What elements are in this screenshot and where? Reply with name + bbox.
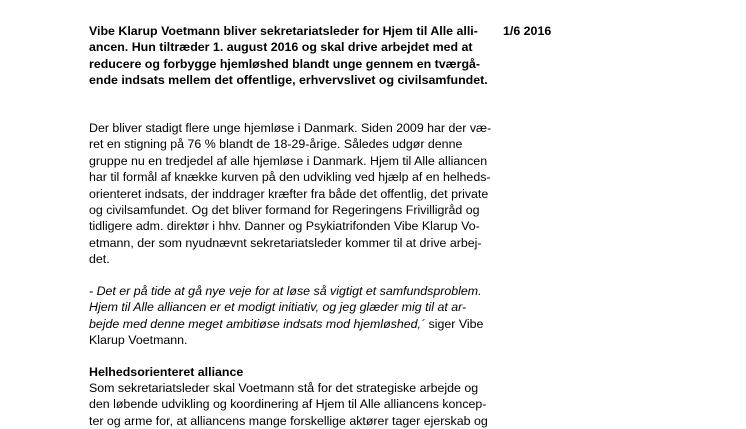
quote-attribution: siger Vibe — [425, 316, 484, 331]
text-line: ter og arme for, at alliancens mange forskellige aktører tager ejerskab og — [89, 413, 488, 428]
text-line: og civilsamfundet. Og det bliver formand for Regeringens Frivilligråd og — [89, 203, 480, 218]
text-line: etmann, der som nyudnævnt sekretariatsleder kommer til at drive arbej- — [89, 235, 482, 250]
lead-paragraph — [89, 23, 501, 89]
text-line: Der bliver stadigt flere unge hjemløse i Danmark. Siden 2009 har der væ- — [89, 121, 492, 135]
quote-line: Hjem til Alle alliancen er et modigt initiativ, og jeg glæder mig til at ar- — [89, 300, 467, 315]
text-line: gruppe nu en tredjedel af alle hjemløse i Danmark. Hjem til Alle alliancen — [89, 153, 488, 168]
quote-attribution-end: Klarup Voetmann. — [89, 333, 188, 348]
text-line: tidligere adm. direktør i hhv. Danner og Psykiatrifonden Vibe Klarup Vo- — [89, 219, 480, 234]
body-paragraph-3 — [89, 380, 501, 429]
lead-line: Vibe Klarup Voetmann bliver sekretariatsleder for Hjem til Alle alli- — [89, 24, 478, 38]
section-heading: Helhedsorienteret alliance — [89, 365, 244, 379]
publication-date: 1/6 2016 — [503, 24, 552, 38]
text-line: det. — [89, 252, 110, 267]
quote-paragraph — [89, 283, 501, 349]
lead-line: reducere og forbygge hjemløshed blandt unge gennem en tværgå- — [89, 56, 481, 71]
body-paragraph-1 — [89, 120, 501, 268]
text-line: Som sekretariatsleder skal Voetmann stå for det strategiske arbejde og — [89, 381, 479, 395]
lead-line: ende indsats mellem det offentlige, erhvervslivet og civilsamfundet. — [89, 73, 488, 88]
quote-line: - Det er på tide at gå nye veje for at løse så vigtigt et samfundsproblem. — [89, 284, 482, 298]
text-line: ret en stigning på 76 % blandt de 18-29-årige. Således udgør denne — [89, 137, 463, 152]
text-line: orienteret indsats, der inddrager kræfter fra både det offentlig, det private — [89, 186, 489, 201]
quote-line: bejde med denne meget ambitiøse indsats mod hjemløshed,´ — [89, 316, 426, 331]
lead-line: ancen. Hun tiltræder 1. august 2016 og skal drive arbejdet med at — [89, 40, 473, 55]
text-line: har til formål af knække kurven på den udvikling ved hjælp af en helheds- — [89, 170, 491, 185]
text-line: den løbende udvikling og koordinering af Hjem til Alle alliancens koncep- — [89, 397, 487, 412]
